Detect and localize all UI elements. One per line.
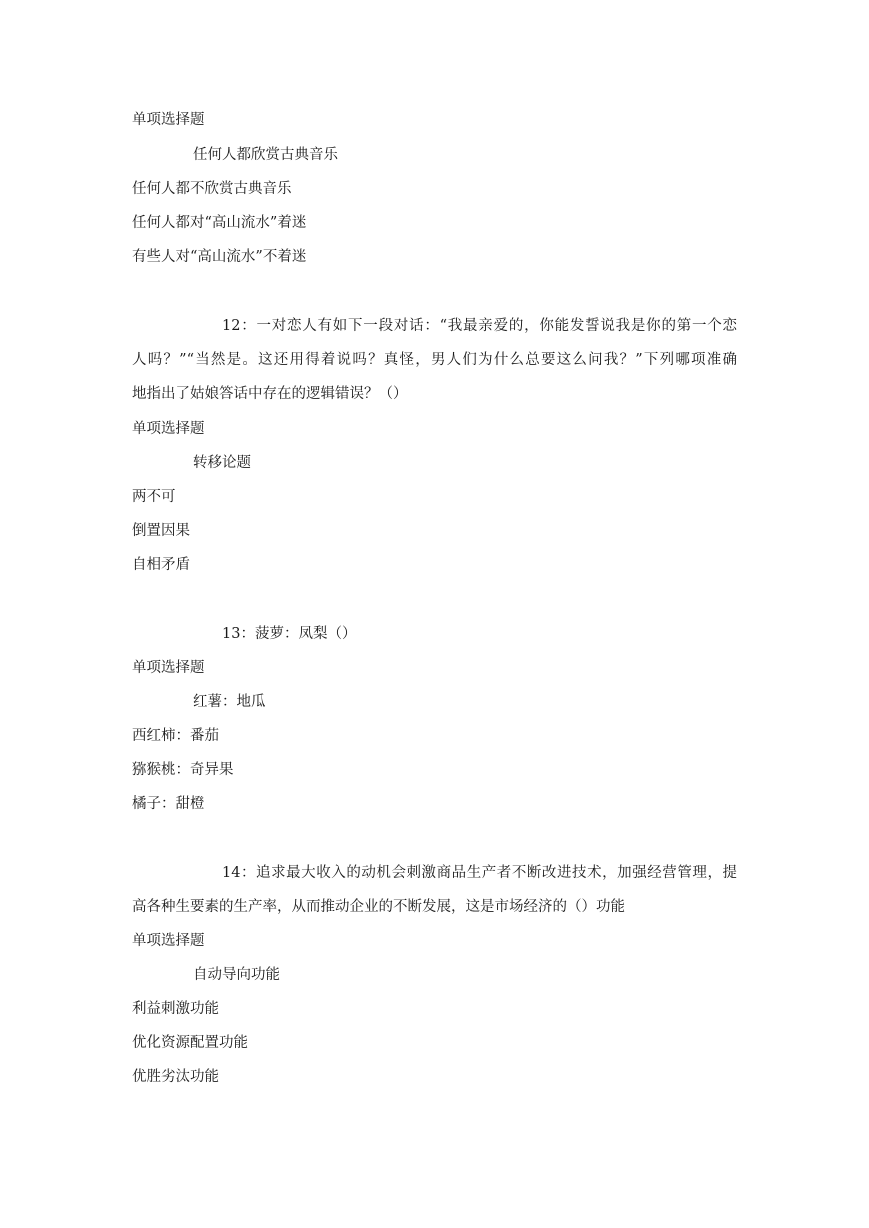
question-12-option-d: 自相矛盾 [132, 557, 190, 573]
question-14-type: 单项选择题 [132, 933, 205, 949]
question-14-stem-line-1: 14：追求最大收入的动机会刺激商品生产者不断改进技术，加强经营管理，提 [222, 865, 737, 881]
question-11-type: 单项选择题 [132, 112, 205, 128]
question-13-option-c: 猕猴桃：奇异果 [132, 762, 234, 778]
question-12-stem-line-3: 地指出了姑娘答话中存在的逻辑错误？（） [132, 386, 408, 402]
question-13-stem: 13：菠萝：凤梨（） [222, 626, 357, 642]
question-12-option-a: 转移论题 [193, 455, 251, 471]
question-12-type: 单项选择题 [132, 421, 205, 437]
question-14-option-d: 优胜劣汰功能 [132, 1069, 219, 1085]
question-11-option-a: 任何人都欣赏古典音乐 [193, 147, 338, 163]
question-13-type: 单项选择题 [132, 660, 205, 676]
question-12-stem-line-2: 人吗？”“当然是。这还用得着说吗？真怪，男人们为什么总要这么问我？”下列哪项准确 [132, 352, 737, 368]
question-11-option-b: 任何人都不欣赏古典音乐 [132, 181, 292, 197]
question-13-option-b: 西红柿：番茄 [132, 728, 219, 744]
question-14-stem-line-2: 高各种生要素的生产率，从而推动企业的不断发展，这是市场经济的（）功能 [132, 899, 625, 915]
question-12-option-b: 两不可 [132, 489, 176, 505]
question-12-stem-line-1: 12：一对恋人有如下一段对话：“我最亲爱的，你能发誓说我是你的第一个恋 [222, 318, 737, 334]
question-14-option-c: 优化资源配置功能 [132, 1035, 248, 1051]
question-11-option-d: 有些人对“高山流水”不着迷 [132, 249, 307, 265]
question-12-option-c: 倒置因果 [132, 523, 190, 539]
question-13-option-d: 橘子：甜橙 [132, 796, 205, 812]
question-14-option-b: 利益刺激功能 [132, 1001, 219, 1017]
question-13-option-a: 红薯：地瓜 [193, 694, 266, 710]
question-14-option-a: 自动导向功能 [193, 967, 280, 983]
question-11-option-c: 任何人都对“高山流水”着迷 [132, 215, 307, 231]
